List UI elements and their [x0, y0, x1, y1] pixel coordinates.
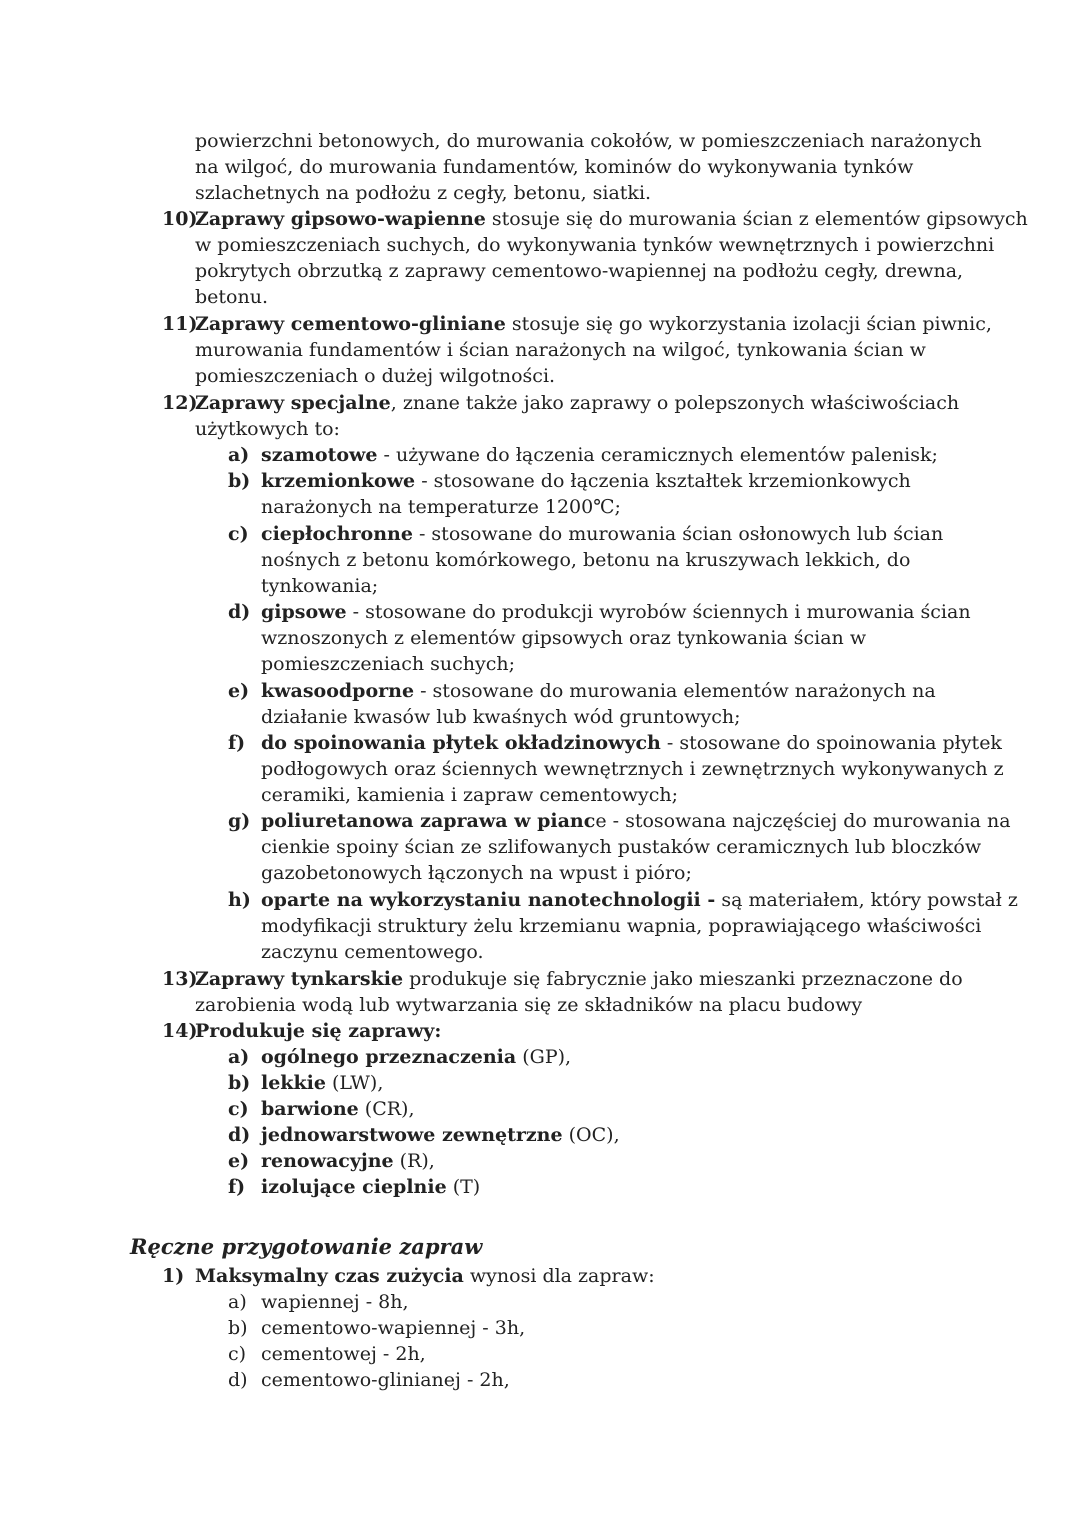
- sub-item-time-a: wapiennej - 8h,: [261, 1291, 409, 1313]
- text-line: pomieszczeniach o dużej wilgotności.: [195, 365, 556, 387]
- sub-item-a: [261, 442, 981, 468]
- sub-letter: a): [228, 1291, 247, 1313]
- text-line: stosuje się go wykorzystania izolacji ścian piwnic,: [505, 313, 992, 335]
- section-list-item-1: [195, 1263, 995, 1289]
- text-line: - stosowane do łączenia kształtek krzemionkowych: [415, 470, 911, 492]
- sub-term: do spoinowania płytek okładzinowych: [261, 732, 661, 754]
- item-term: Zaprawy gipsowo-wapienne: [195, 208, 486, 230]
- sub-term: renowacyjne: [261, 1150, 394, 1172]
- sub-item-14a: [261, 1044, 981, 1070]
- text-line: zarobienia wodą lub wytwarzania się ze składników na placu budowy: [195, 994, 863, 1016]
- sub-letter: g): [228, 810, 251, 832]
- continuation-paragraph: [195, 128, 995, 206]
- text-line: działanie kwasów lub kwaśnych wód gruntowych;: [261, 706, 741, 728]
- text-line: betonu.: [195, 286, 268, 308]
- item-number: 1): [162, 1265, 185, 1287]
- sub-term: ogólnego przeznaczenia: [261, 1046, 517, 1068]
- sub-letter: b): [228, 1072, 251, 1094]
- text-line: - stosowane do produkcji wyrobów ściennych i murowania ścian: [346, 601, 971, 623]
- sub-term: gipsowe: [261, 601, 347, 623]
- list-item-11: [195, 311, 995, 389]
- sub-code: (CR),: [358, 1098, 415, 1120]
- sub-letter: b): [228, 1317, 248, 1339]
- sub-item-e: [261, 678, 981, 730]
- text-line: pokrytych obrzutką z zaprawy cementowo-wapiennej na podłożu cegły, drewna,: [195, 260, 964, 282]
- sub-item-g: [261, 808, 1011, 886]
- text-line: modyfikacji struktury żelu krzemianu wapnia, poprawiającego właściwości: [261, 915, 982, 937]
- sub-item-f: [261, 730, 1004, 808]
- text-line: - stosowane do spoinowania płytek: [660, 732, 1002, 754]
- text-line: , znane także jako zaprawy o polepszonych właściwościach: [390, 392, 960, 414]
- text-line: - używane do łączenia ceramicznych elementów palenisk;: [377, 444, 938, 466]
- text-line: zaczynu cementowego.: [261, 941, 484, 963]
- sub-letter: e): [228, 1150, 250, 1172]
- item-term: Maksymalny czas zużycia: [195, 1265, 464, 1287]
- item-number: 10): [162, 208, 198, 230]
- sub-letter: f): [228, 732, 246, 754]
- sub-letter: d): [228, 601, 251, 623]
- sub-term: szamotowe: [261, 444, 378, 466]
- sub-term: lekkie: [261, 1072, 326, 1094]
- item-number: 12): [162, 392, 198, 414]
- text-line: pomieszczeniach suchych;: [261, 653, 516, 675]
- sub-letter: a): [228, 444, 250, 466]
- sub-item-14e: [261, 1148, 981, 1174]
- sub-code: (GP),: [516, 1046, 572, 1068]
- text-line: użytkowych to:: [195, 418, 340, 440]
- sub-term: poliuretanowa zaprawa w pianc: [261, 810, 596, 832]
- sub-item-14b: [261, 1070, 981, 1096]
- sub-term: kwasoodporne: [261, 680, 415, 702]
- text-line: ceramiki, kamienia i zapraw cementowych;: [261, 784, 678, 806]
- item-number: 14): [162, 1020, 198, 1042]
- sub-letter: c): [228, 1098, 249, 1120]
- sub-term: barwione: [261, 1098, 359, 1120]
- sub-item-c: [261, 521, 981, 599]
- text-line: szlachetnych na podłożu z cegły, betonu, siatki.: [195, 182, 652, 204]
- text-line: - stosowane do murowania elementów narażonych na: [414, 680, 936, 702]
- text-line: w pomieszczeniach suchych, do wykonywania tynków wewnętrznych i powierzchni: [195, 234, 995, 256]
- text-line: wznoszonych z elementów gipsowych oraz tynkowania ścian w: [261, 627, 867, 649]
- text-line: produkuje się fabrycznie jako mieszanki przeznaczone do: [403, 968, 963, 990]
- text-line: nośnych z betonu komórkowego, betonu na kruszywach lekkich, do: [261, 549, 911, 571]
- text-line: stosuje się do murowania ścian z elementów gipsowych: [485, 208, 1028, 230]
- text-line: e - stosowana najczęściej do murowania na: [595, 810, 1011, 832]
- sub-code: (OC),: [562, 1124, 620, 1146]
- sub-item-h: [261, 887, 1018, 965]
- sub-letter: d): [228, 1369, 248, 1391]
- item-term: Produkuje się zaprawy:: [195, 1020, 442, 1042]
- sub-item-time-c: cementowej - 2h,: [261, 1343, 426, 1365]
- text-line: wynosi dla zapraw:: [463, 1265, 655, 1287]
- text-line: są materiałem, który powstał z: [715, 889, 1018, 911]
- sub-item-14c: [261, 1096, 981, 1122]
- item-term: Zaprawy specjalne: [195, 392, 391, 414]
- text-line: podłogowych oraz ściennych wewnętrznych i zewnętrznych wykonywanych z: [261, 758, 1004, 780]
- text-line: gazobetonowych łączonych na wpust i pióro;: [261, 862, 692, 884]
- sub-item-14f: [261, 1174, 981, 1200]
- item-term: Zaprawy cementowo-gliniane: [195, 313, 506, 335]
- sub-letter: h): [228, 889, 251, 911]
- text-line: cienkie spoiny ścian ze szlifowanych pustaków ceramicznych lub bloczków: [261, 836, 982, 858]
- sub-item-time-d: cementowo-glinianej - 2h,: [261, 1369, 510, 1391]
- item-number: 11): [162, 313, 198, 335]
- text-line: - stosowane do murowania ścian osłonowych lub ścian: [412, 523, 944, 545]
- list-item-14: [195, 1018, 995, 1044]
- sub-item-d: [261, 599, 981, 677]
- section-heading: Ręczne przygotowanie zapraw: [130, 1234, 483, 1259]
- sub-term: jednowarstwowe zewnętrzne: [261, 1124, 563, 1146]
- item-number: 13): [162, 968, 198, 990]
- sub-letter: f): [228, 1176, 246, 1198]
- sub-letter: d): [228, 1124, 251, 1146]
- sub-letter: a): [228, 1046, 250, 1068]
- sub-item-time-b: cementowo-wapiennej - 3h,: [261, 1317, 526, 1339]
- item-term: Zaprawy tynkarskie: [195, 968, 404, 990]
- list-item-13: [195, 966, 995, 1018]
- sub-term: izolujące cieplnie: [261, 1176, 447, 1198]
- sub-code: (R),: [393, 1150, 435, 1172]
- sub-letter: c): [228, 1343, 247, 1365]
- sub-term: krzemionkowe: [261, 470, 416, 492]
- text-line: powierzchni betonowych, do murowania cokołów, w pomieszczeniach narażonych: [195, 130, 982, 152]
- sub-code: (T): [446, 1176, 481, 1198]
- sub-term: oparte na wykorzystaniu nanotechnologii -: [261, 889, 716, 911]
- text-line: na wilgoć, do murowania fundamentów, kominów do wykonywania tynków: [195, 156, 914, 178]
- list-item-10: [195, 206, 1028, 310]
- sub-letter: c): [228, 523, 249, 545]
- sub-item-b: [261, 468, 981, 520]
- text-line: tynkowania;: [261, 575, 379, 597]
- sub-letter: b): [228, 470, 251, 492]
- sub-term: ciepłochronne: [261, 523, 413, 545]
- sub-code: (LW),: [325, 1072, 384, 1094]
- sub-letter: e): [228, 680, 250, 702]
- text-line: murowania fundamentów i ścian narażonych na wilgoć, tynkowania ścian w: [195, 339, 926, 361]
- sub-item-14d: [261, 1122, 981, 1148]
- list-item-12: [195, 390, 995, 442]
- text-line: narażonych na temperaturze 1200℃;: [261, 496, 621, 518]
